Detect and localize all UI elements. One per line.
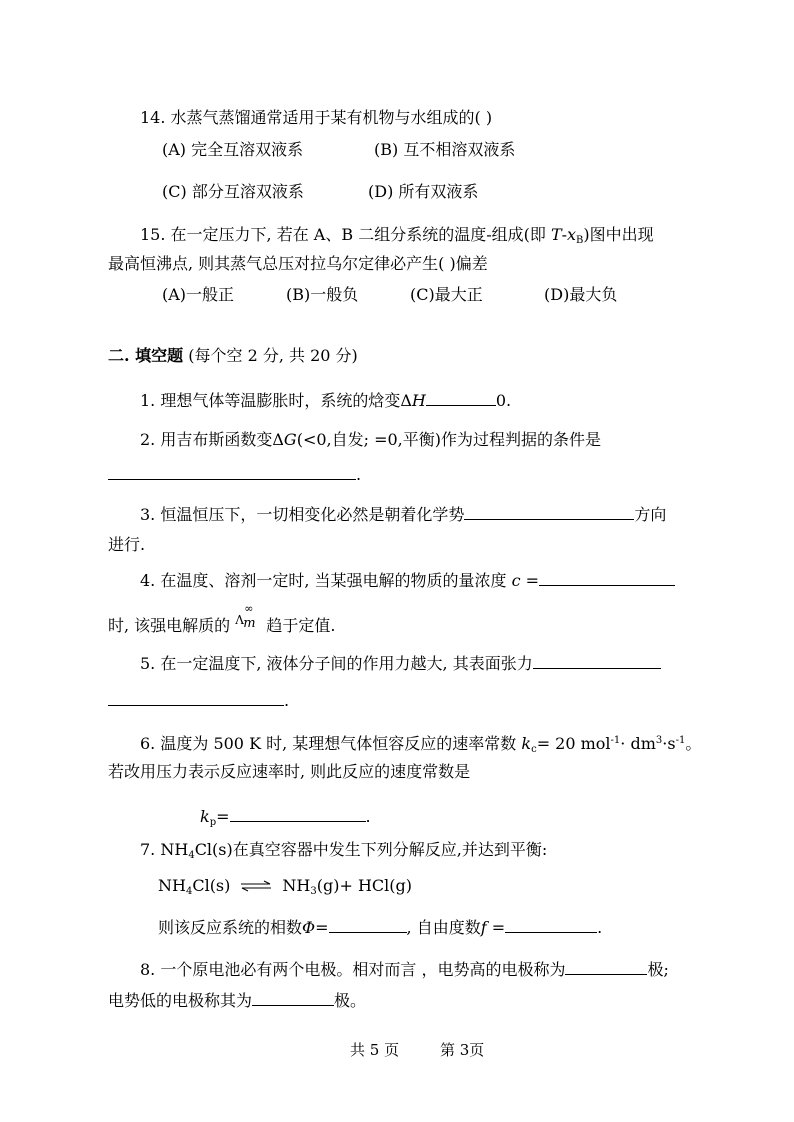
reaction-right-post: (g)+ HCl(g): [316, 876, 412, 895]
q15-line1-post: )图中出现: [583, 225, 654, 244]
fill7-sub-4: 4: [188, 850, 195, 861]
fill7-f: f: [480, 918, 487, 937]
fill8-line2-post: 极。: [334, 991, 367, 1010]
fill8-line1-post: 极;: [647, 960, 669, 979]
fill8-line2-pre: 电势低的电极称其为: [108, 991, 253, 1010]
q15-dash: -: [561, 225, 568, 244]
fill1-post: 0.: [495, 391, 512, 410]
fill2-post: (<0,自发; =0,平衡)作为过程判据的条件是: [296, 430, 602, 449]
lambda-sub-m: m: [243, 616, 256, 631]
fill1-blank[interactable]: [426, 390, 496, 406]
fill1-var-H: H: [411, 391, 426, 410]
fill6-dot: · dm: [620, 734, 656, 753]
fill6-kp-line: [200, 806, 371, 833]
q15-sub-B: B: [576, 235, 584, 246]
fill2-var-G: G: [283, 430, 297, 449]
fill7-line3: [158, 917, 602, 938]
fill4-var-c: c: [511, 571, 521, 590]
fill6-sub-c: c: [531, 744, 537, 755]
fill6-k: k: [521, 734, 532, 753]
fill8-line1-pre: 8. 一个原电池必有两个电极。相对而言 ，电势高的电极称为: [140, 960, 566, 979]
q14-option-a: (A) 完全互溶双液系: [162, 140, 304, 159]
fill5-blank-b[interactable]: [108, 690, 284, 706]
fill4-line2: [108, 602, 336, 636]
fill7-end: .: [597, 918, 603, 937]
fill6-kp-k: k: [200, 807, 210, 826]
fill3-blank[interactable]: [464, 504, 634, 520]
fill4-pre: 4. 在温度、溶剂一定时, 当某强电解的物质的量浓度: [140, 571, 512, 590]
fill7-blank-f[interactable]: [505, 917, 597, 933]
q15-var-T: T: [550, 225, 562, 244]
fill6-exp1: -1: [610, 735, 621, 746]
fill1-line: [140, 390, 511, 411]
fill7-line: [140, 840, 547, 866]
fill7-line1-post: Cl(s)在真空容器中发生下列分解反应,并达到平衡:: [194, 840, 548, 859]
lambda-glyph: Λ: [235, 613, 244, 627]
fill7-phi-eq: =: [315, 918, 329, 937]
fill6-line: [140, 731, 701, 760]
section2-title: 二. 填空题: [108, 346, 184, 365]
fill3-line2: 进行.: [108, 535, 146, 554]
fill1-pre: 1. 理想气体等温膨胀时，系统的焓变Δ: [140, 391, 412, 410]
fill7-f-eq: =: [486, 918, 506, 937]
fill2-line2: [108, 464, 361, 485]
fill7-phi: Φ: [302, 918, 316, 937]
fill4-eq: =: [520, 571, 540, 590]
fill5-line: [140, 653, 661, 674]
fill5-blank-a[interactable]: [533, 653, 661, 669]
fill7-reaction: [158, 876, 412, 902]
fill6-line2: 若改用压力表示反应速率时, 则此反应的速度常数是: [108, 762, 471, 781]
q14-option-c: (C) 部分互溶双液系: [162, 182, 304, 201]
reaction-left-pre: NH: [158, 876, 186, 895]
fill6-val: = 20 mol: [536, 734, 611, 753]
fill7-mid: , 自由度数: [406, 918, 481, 937]
fill3-pre: 3. 恒温恒压下，一切相变化必然是朝着化学势: [140, 505, 465, 524]
molar-conductivity-symbol: [235, 602, 261, 631]
reaction-right-sub: 3: [310, 886, 317, 897]
reaction-left-post: Cl(s): [192, 876, 231, 895]
equilibrium-arrow-icon: [240, 877, 272, 897]
fill6-blank[interactable]: [230, 806, 366, 822]
fill2-end: .: [356, 465, 362, 484]
fill2-pre: 2. 用吉布斯函数变Δ: [140, 430, 284, 449]
fill5-line2: [108, 690, 289, 711]
fill7-line3-pre: 则该反应系统的相数: [158, 918, 303, 937]
q15-line1: [140, 225, 654, 251]
fill4-line2-post: 趋于定值.: [261, 616, 336, 635]
fill5-pre: 5. 在一定温度下, 液体分子间的作用力越大, 其表面张力: [140, 654, 533, 673]
reaction-right-pre: NH: [282, 876, 311, 895]
reaction-left-sub: 4: [185, 886, 193, 897]
q15-option-a: (A)一般正: [162, 285, 235, 304]
q15-option-d: (D)最大负: [544, 285, 618, 304]
fill6-kp-eq: =: [216, 807, 230, 826]
fill6-exp2: 3: [655, 735, 663, 746]
q15-line2: 最高恒沸点, 则其蒸气总压对拉乌尔定律必产生( )偏差: [108, 254, 488, 273]
fill4-blank[interactable]: [539, 570, 675, 586]
fill6-pre: 6. 温度为 500 K 时, 某理想气体恒容反应的速率常数: [140, 734, 522, 753]
fill8-blank-a[interactable]: [565, 959, 647, 975]
fill8-line: [140, 959, 669, 980]
fill7-blank-phi[interactable]: [329, 917, 407, 933]
fill4-line2-pre: 时, 该强电解质的: [108, 616, 236, 635]
q15-line1-pre: 15. 在一定压力下, 若在 A、B 二组分系统的温度-组成(即: [140, 225, 551, 244]
fill6-dot2: ·s: [662, 734, 676, 753]
q14-option-d: (D) 所有双液系: [368, 182, 479, 201]
fill8-line2: [108, 990, 366, 1011]
section2-note: (每个空 2 分, 共 20 分): [183, 346, 358, 365]
q14-option-b: (B) 互不相溶双液系: [374, 140, 516, 159]
fill7-line1-pre: 7. NH: [140, 840, 189, 859]
fill2-blank[interactable]: [108, 464, 356, 480]
footer-total-pages: 共 5 页: [350, 1041, 400, 1059]
fill6-end: 。: [685, 734, 702, 753]
fill3-line: [140, 504, 666, 525]
q14-stem: 14. 水蒸气蒸馏通常适用于某有机物与水组成的( ): [140, 108, 493, 127]
fill6-kp-end: .: [365, 807, 371, 826]
q15-option-b: (B)一般负: [286, 285, 359, 304]
fill2-line: [140, 430, 601, 450]
q15-var-x: x: [567, 225, 577, 244]
fill3-post: 方向: [634, 505, 667, 524]
fill4-line: [140, 570, 675, 591]
lambda-sup-infinity: ∞: [244, 602, 254, 615]
fill5-end: .: [284, 691, 290, 710]
fill8-blank-b[interactable]: [252, 990, 334, 1006]
fill6-kp-sub: p: [209, 817, 217, 828]
footer-current-page: 第 3页: [440, 1041, 485, 1059]
q15-option-c: (C)最大正: [410, 285, 483, 304]
fill6-exp3: -1: [675, 735, 686, 746]
section2-heading: [108, 346, 358, 366]
